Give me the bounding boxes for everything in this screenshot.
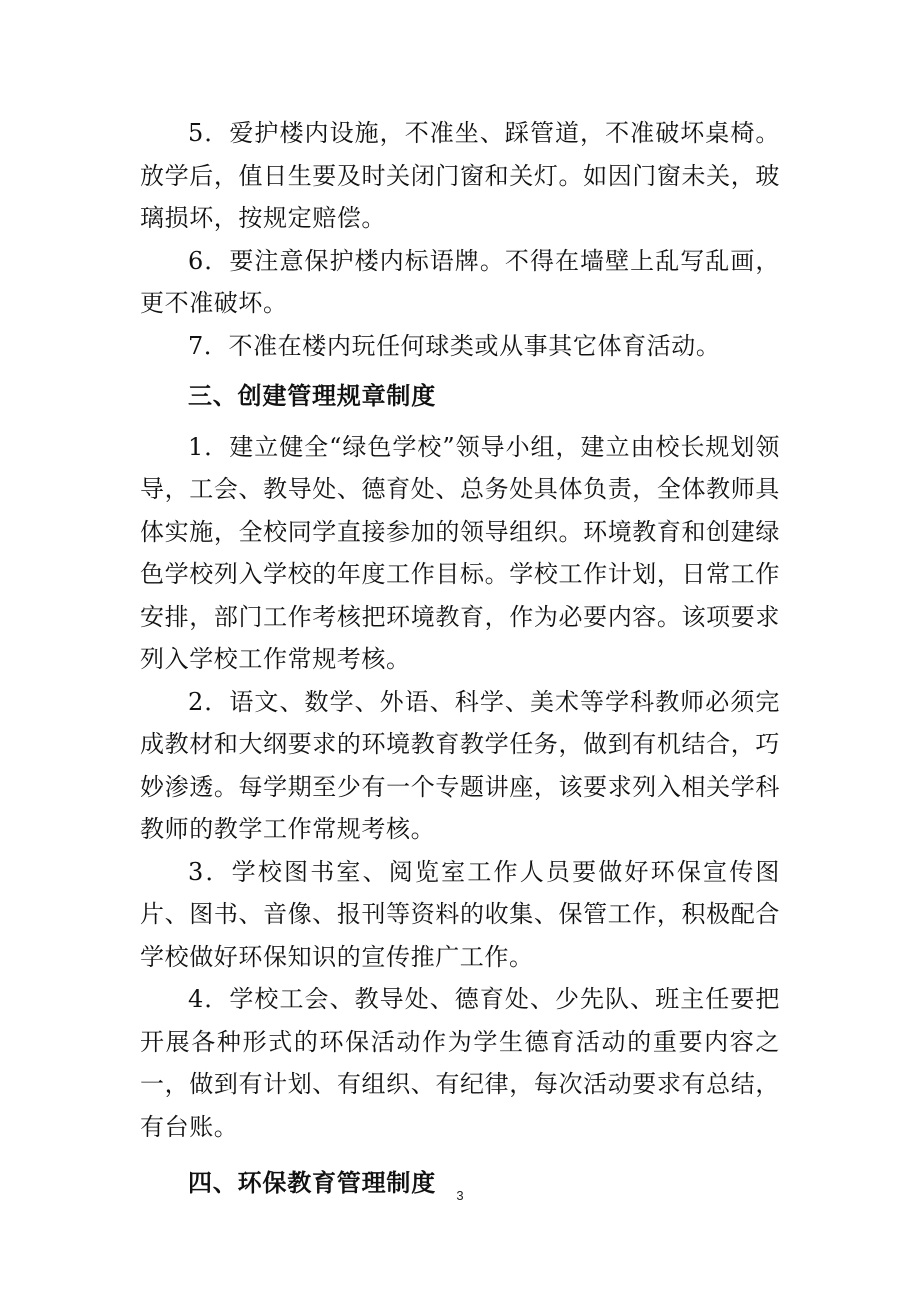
section3-paragraph-2: 2．语文、数学、外语、科学、美术等学科教师必须完成教材和大纲要求的环境教育教学任务，做到有机结合，巧妙渗透。每学期至少有一个专题讲座，该要求列入相关学科教师的教学工作常规考核。 <box>140 687 780 843</box>
section-heading-4: 四、环保教育管理制度 <box>188 1169 436 1197</box>
section-heading-3: 三、创建管理规章制度 <box>188 382 436 410</box>
section3-paragraph-4: 4．学校工会、教导处、德育处、少先队、班主任要把开展各种形式的环保活动作为学生德育活动的重要内容之一，做到有计划、有组织、有纪律，每次活动要求有总结，有台账。 <box>140 985 780 1141</box>
paragraph-item-5: 5．爱护楼内设施，不准坐、踩管道，不准破坏桌椅。放学后，值日生要及时关闭门窗和关灯。如因门窗未关，玻璃损坏，按规定赔偿。 <box>140 119 780 232</box>
document-body <box>140 112 780 1205</box>
paragraph-item-6: 6．要注意保护楼内标语牌。不得在墙壁上乱写乱画，更不准破坏。 <box>140 246 780 317</box>
section3-paragraph-1: 1．建立健全“绿色学校”领导小组，建立由校长规划领导，工会、教导处、德育处、总务处具体负责，全体教师具体实施，全校同学直接参加的领导组织。环境教育和创建绿色学校列入学校的年度工作目标。学校工作计划，日常工作安排，部门工作考核把环境教育，作为必要内容。该项要求列入学校工作常规考核。 <box>140 432 780 673</box>
paragraph-item-7: 7．不准在楼内玩任何球类或从事其它体育活动。 <box>188 331 721 360</box>
page-number: 3 <box>456 1188 464 1203</box>
section3-paragraph-3: 3．学校图书室、阅览室工作人员要做好环保宣传图片、图书、音像、报刊等资料的收集、保管工作，积极配合学校做好环保知识的宣传推广工作。 <box>140 857 780 971</box>
